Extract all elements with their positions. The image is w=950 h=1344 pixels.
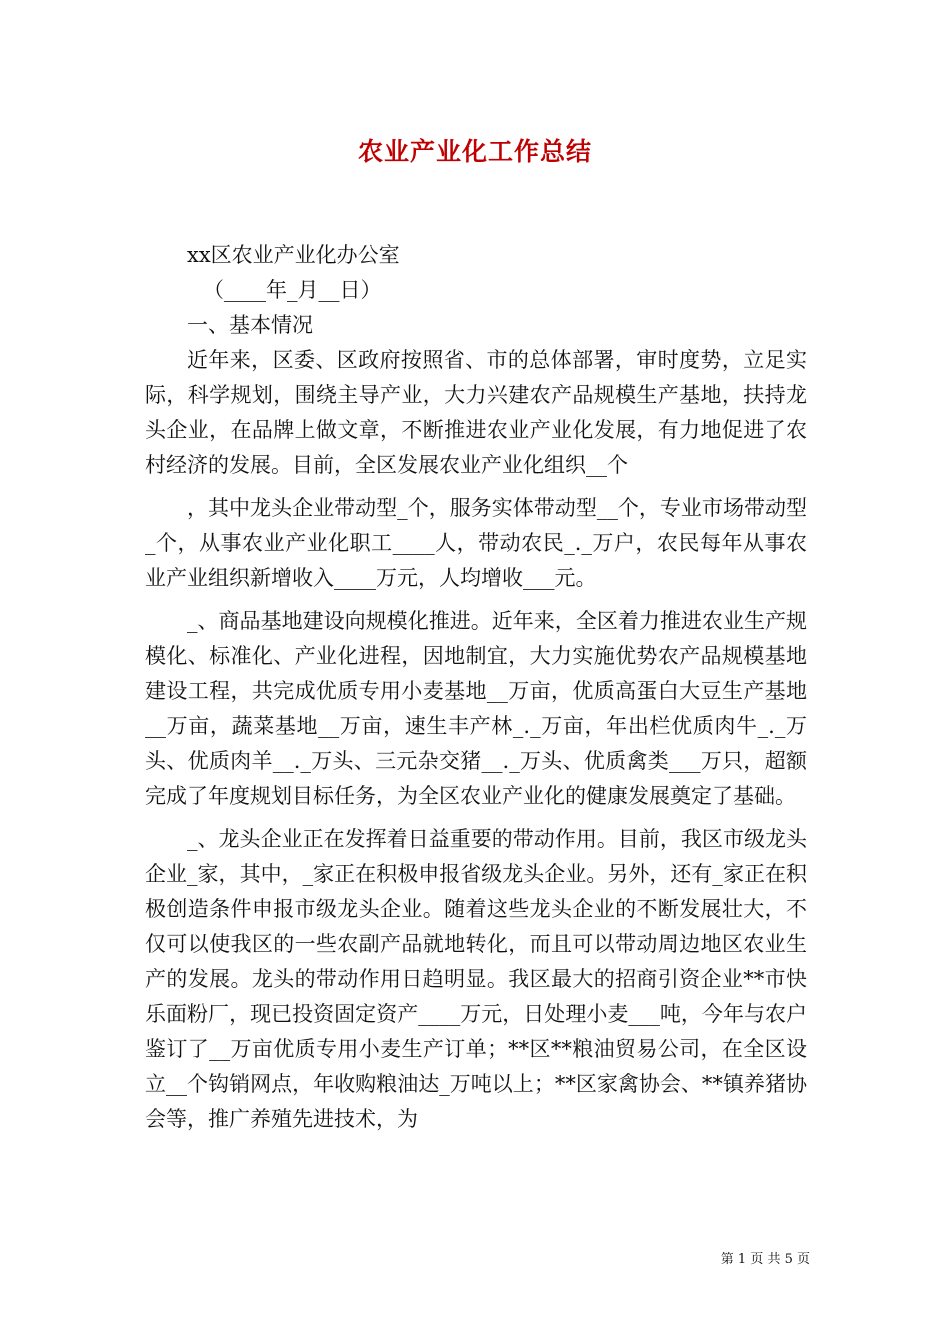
paragraph: _、商品基地建设向规模化推进。近年来，全区着力推进农业生产规模化、标准化、产业化进程，因地制宜，大力实施优势农产品规模基地建设工程，共完成优质专用小麦基地__万亩，优质高蛋白大豆生产基地__万亩，蔬菜基地__万亩，速生丰产林_._万亩，年出栏优质肉牛_._万头、优质肉羊__._万头、三元杂交猪__._万头、优质禽类___万只，超额完成了年度规划目标任务，为全区农业产业化的健康发展奠定了基础。 <box>145 609 807 808</box>
page-indicator: 第 1 页 共 5 页 <box>720 1252 810 1267</box>
section-heading: 一、基本情况 <box>187 313 313 337</box>
document-body <box>145 238 807 1137</box>
date-line: （____年_月__日） <box>203 278 382 302</box>
paragraph: 近年来，区委、区政府按照省、市的总体部署，审时度势，立足实际，科学规划，围绕主导产业，大力兴建农产品规模生产基地，扶持龙头企业，在品牌上做文章，不断推进农业产业化发展，有力地促进了农村经济的发展。目前，全区发展农业产业化组织__个 <box>145 348 807 477</box>
author-line: xx区农业产业化办公室 <box>187 243 400 267</box>
paragraph: ，其中龙头企业带动型_个，服务实体带动型__个，专业市场带动型_个，从事农业产业化职工____人，带动农民_._万户，农民每年从事农业产业组织新增收入____万元，人均增收___元。 <box>145 496 807 590</box>
paragraph: _、龙头企业正在发挥着日益重要的带动作用。目前，我区市级龙头企业_家，其中，_家正在积极申报省级龙头企业。另外，还有_家正在积极创造条件申报市级龙头企业。随着这些龙头企业的不断发展壮大，不仅可以使我区的一些农副产品就地转化，而且可以带动周边地区农业生产的发展。龙头的带动作用日趋明显。我区最大的招商引资企业**市快乐面粉厂，现已投资固定资产____万元，日处理小麦___吨，今年与农户鉴订了__万亩优质专用小麦生产订单；**区**粮油贸易公司，在全区设立__个钩销网点，年收购粮油达_万吨以上；**区家禽协会、**镇养猪协会等，推广养殖先进技术，为 <box>145 827 807 1131</box>
document-title: 农业产业化工作总结 <box>357 137 592 166</box>
